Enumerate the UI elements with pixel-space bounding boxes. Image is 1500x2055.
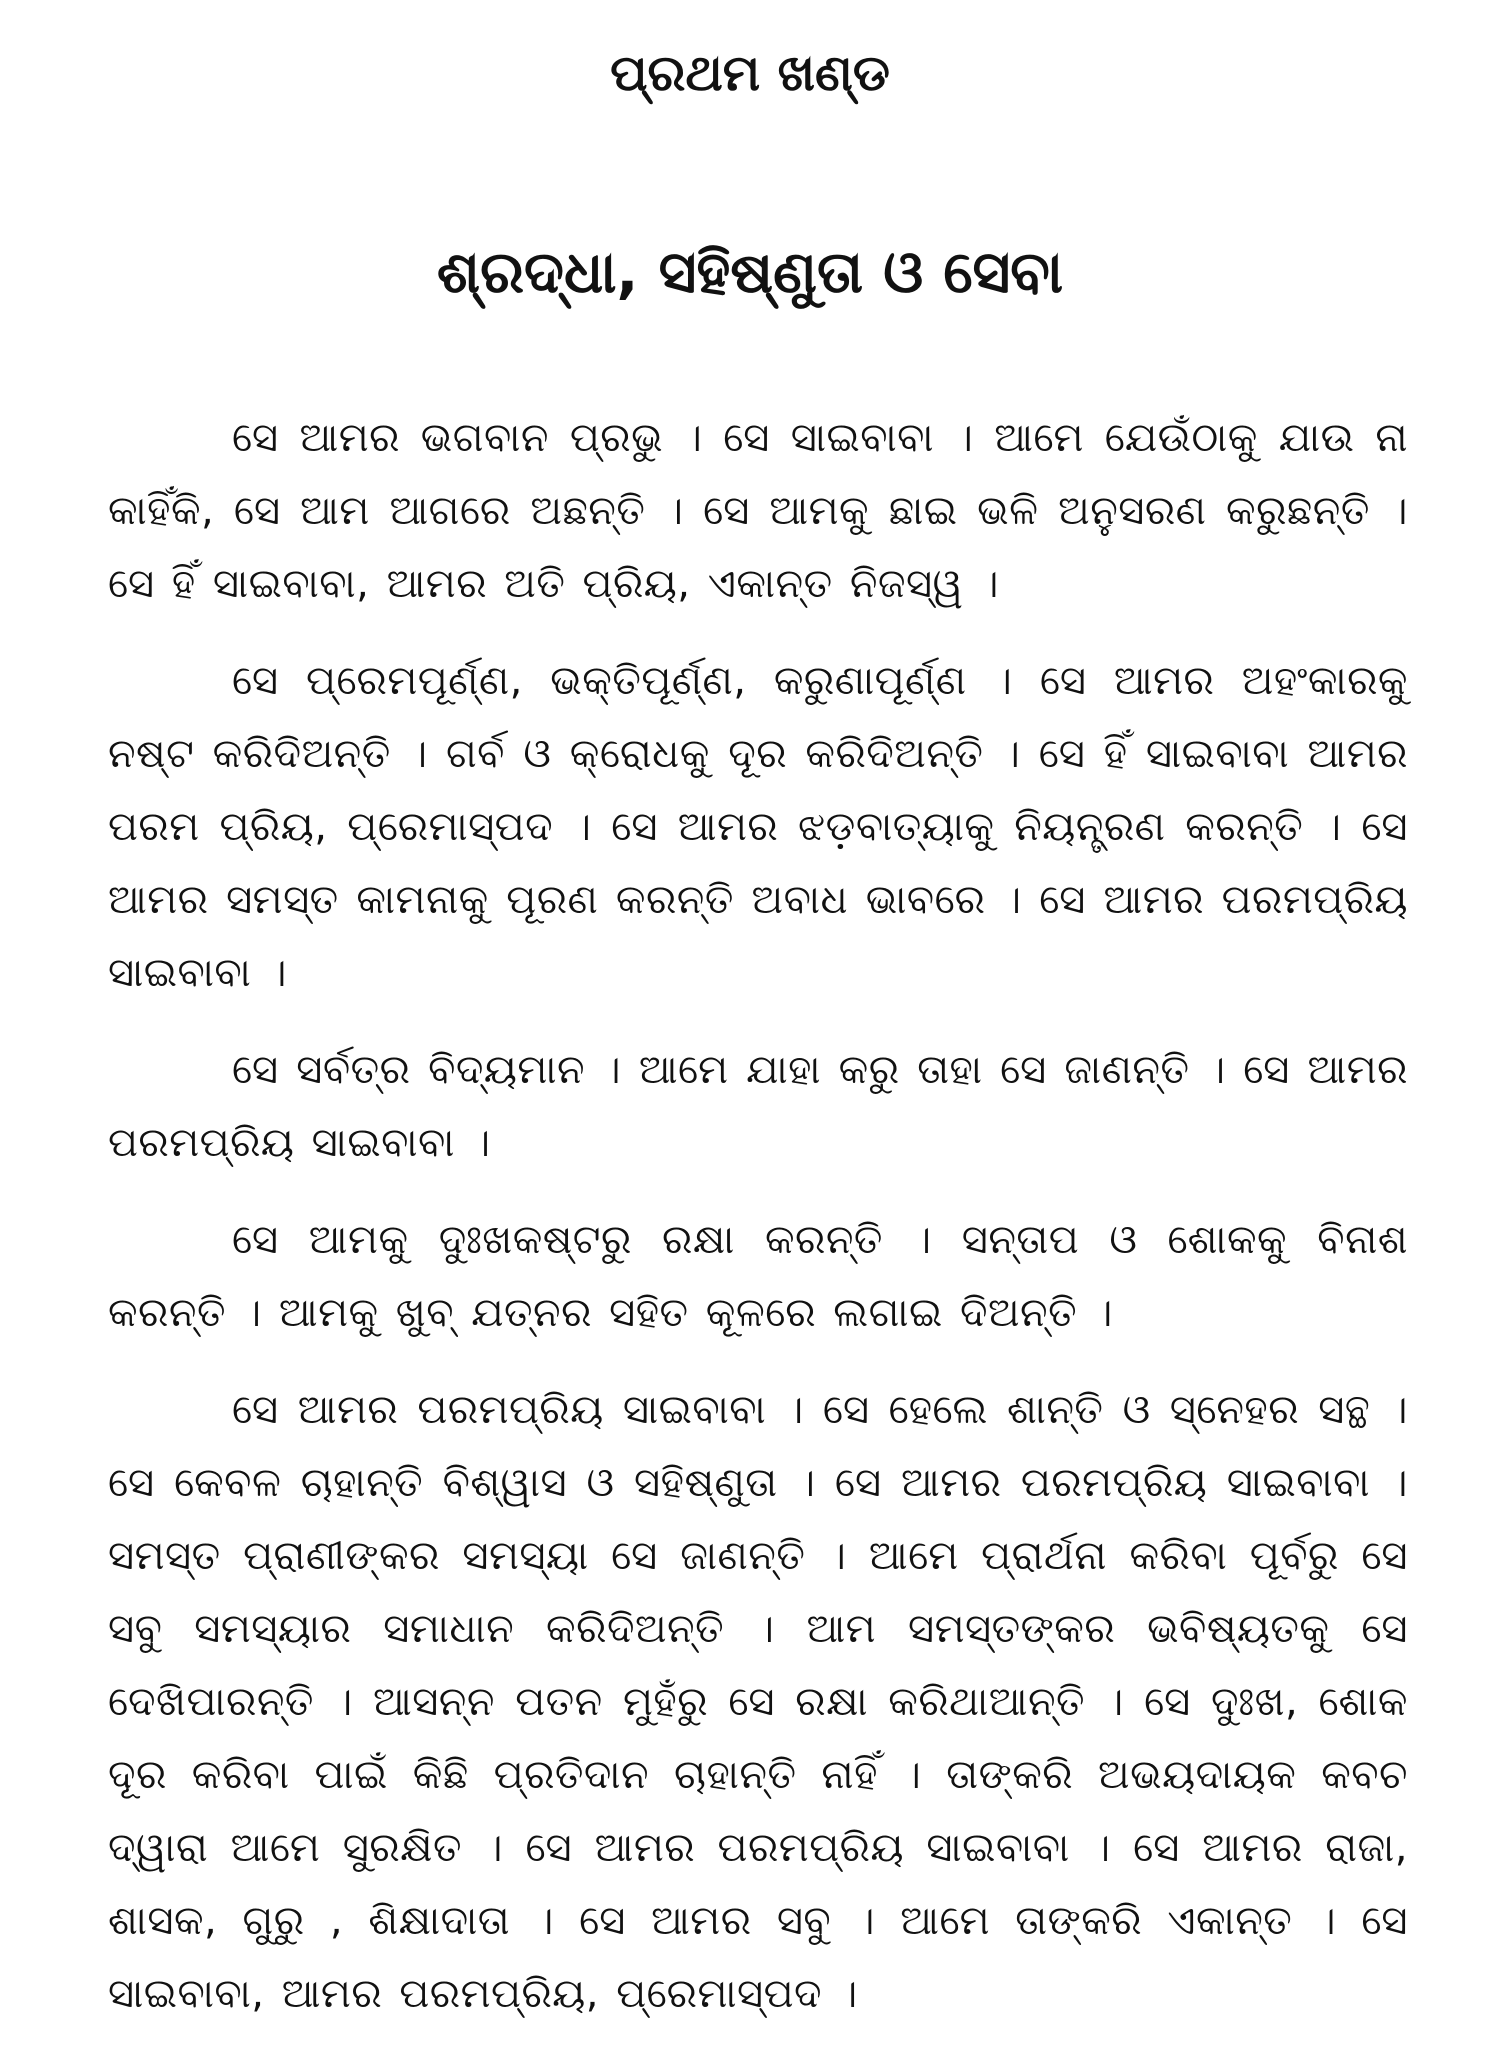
paragraph: ସେ ଆମର ଭଗବାନ ପ୍ରଭୁ । ସେ ସାଇବାବା । ଆମେ ଯେଉଁଠାକୁ ଯାଉ ନା କାହିଁକି, ସେ ଆମ ଆଗରେ ଅଛନ୍ତି । ସେ ଆମକୁ ଛାଇ ଭଳି ଅନୁସରଣ କରୁଛନ୍ତି । ସେ ହିଁ ସାଇବାବା, ଆମର ଅତି ପ୍ରିୟ, ଏକାନ୍ତ ନିଜସ୍ୱ । — [108, 415, 1408, 607]
paragraph: ସେ ଆମକୁ ଦୁଃଖକଷ୍ଟରୁ ରକ୍ଷା କରନ୍ତି । ସନ୍ତାପ ଓ ଶୋକକୁ ବିନାଶ କରନ୍ତି । ଆମକୁ ଖୁବ୍ ଯତ୍ନର ସହିତ କୂଳରେ ଲଗାଇ ଦିଅନ୍ତି । — [108, 1217, 1408, 1336]
paragraph: ସେ ପ୍ରେମପୂର୍ଣ୍ଣ, ଭକ୍ତିପୂର୍ଣ୍ଣ, କରୁଣାପୂର୍ଣ୍ଣ । ସେ ଆମର ଅହଂକାରକୁ ନଷ୍ଟ କରିଦିଅନ୍ତି । ଗର୍ବ ଓ କ୍ରୋଧକୁ ଦୂର କରିଦିଅନ୍ତି । ସେ ହିଁ ସାଇବାବା ଆମର ପରମ ପ୍ରିୟ, ପ୍ରେମାସ୍ପଦ । ସେ ଆମର ଝଡ଼ବାତ୍ୟାକୁ ନିୟନ୍ତ୍ରଣ କରନ୍ତି । ସେ ଆମର ସମସ୍ତ କାମନାକୁ ପୂରଣ କରନ୍ତି ଅବାଧ ଭାବରେ । ସେ ଆମର ପରମପ୍ରିୟ ସାଇବାବା । — [108, 658, 1408, 996]
paragraph: ସେ ଆମର ପରମପ୍ରିୟ ସାଇବାବା । ସେ ହେଲେ ଶାନ୍ତି ଓ ସ୍ନେହର ସନ୍ଥ । ସେ କେବଳ ଚାହାନ୍ତି ବିଶ୍ୱାସ ଓ ସହିଷ୍ଣୁତା । ସେ ଆମର ପରମପ୍ରିୟ ସାଇବାବା । ସମସ୍ତ ପ୍ରାଣୀଙ୍କର ସମସ୍ୟା ସେ ଜାଣନ୍ତି । ଆମେ ପ୍ରାର୍ଥନା କରିବା ପୂର୍ବରୁ ସେ ସବୁ ସମସ୍ୟାର ସମାଧାନ କରିଦିଅନ୍ତି । ଆମ ସମସ୍ତଙ୍କର ଭବିଷ୍ୟତକୁ ସେ ଦେଖିପାରନ୍ତି । ଆସନ୍ନ ପତନ ମୁହଁରୁ ସେ ରକ୍ଷା କରିଥାଆନ୍ତି । ସେ ଦୁଃଖ, ଶୋକ ଦୂର କରିବା ପାଇଁ କିଛି ପ୍ରତିଦାନ ଚାହାନ୍ତି ନାହିଁ । ତାଙ୍କରି ଅଭୟଦାୟକ କବଚ ଦ୍ୱାରା ଆମେ ସୁରକ୍ଷିତ । ସେ ଆମର ପରମପ୍ରିୟ ସାଇବାବା । ସେ ଆମର ରାଜା, ଶାସକ, ଗୁରୁ , ଶିକ୍ଷାଦାତା । ସେ ଆମର ସବୁ । ଆମେ ତାଙ୍କରି ଏକାନ୍ତ । ସେ ସାଇବାବା, ଆମର ପରମପ୍ରିୟ, ପ୍ରେମାସ୍ପଦ । — [108, 1387, 1408, 2017]
chapter-title: ଶ୍ରଦ୍ଧା, ସହିଷ୍ଣୁତା ଓ ସେବା — [436, 238, 1064, 306]
paragraph: ସେ ସର୍ବତ୍ର ବିଦ୍ୟମାନ । ଆମେ ଯାହା କରୁ ତାହା ସେ ଜାଣନ୍ତି । ସେ ଆମର ପରମପ୍ରିୟ ସାଇବାବା । — [108, 1047, 1408, 1166]
body-text — [108, 402, 1408, 2055]
section-heading: ପ୍ରଥମ ଖଣ୍ଡ — [610, 44, 890, 102]
